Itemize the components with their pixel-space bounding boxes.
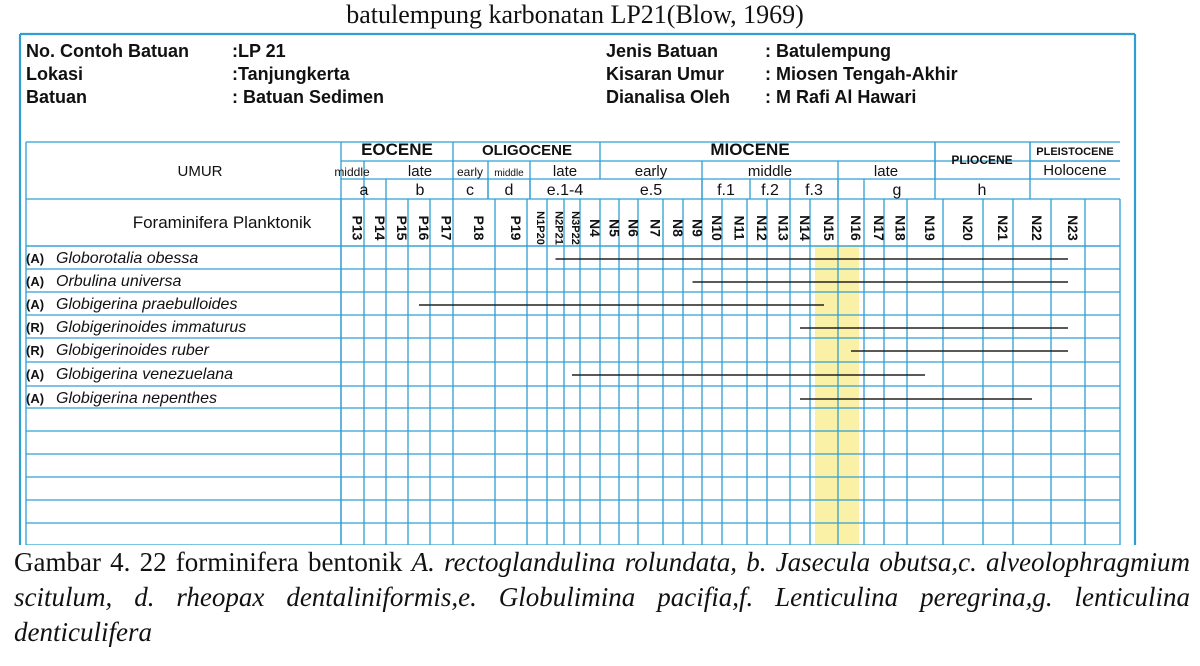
info-label: Dianalisa Oleh: [606, 87, 731, 107]
zone-label: N20: [960, 215, 976, 241]
letter-zone-label: f.1: [717, 182, 735, 199]
info-value: :LP 21: [232, 41, 286, 61]
zone-label: N4: [587, 219, 603, 237]
species-header: Foraminifera Planktonik: [132, 213, 312, 232]
epoch-label: Holocene: [1043, 162, 1107, 179]
info-value: : Batuan Sedimen: [232, 87, 385, 107]
zone-label: N10: [709, 215, 725, 241]
zone-label: N11: [731, 215, 748, 241]
species-abundance: (R): [26, 320, 45, 335]
zone-label: N14: [797, 215, 813, 241]
letter-zone-label: e.5: [639, 182, 663, 199]
subepoch-label: middle: [747, 163, 793, 180]
zone-label: N13: [775, 215, 792, 241]
zone-label: N19: [922, 215, 938, 241]
subepoch-label: early: [456, 165, 484, 179]
zone-label: N6: [625, 219, 642, 237]
species-abundance: (R): [26, 343, 45, 358]
species-name: Globigerina nepenthes: [56, 390, 218, 407]
species-abundance: (A): [26, 391, 45, 406]
subepoch-label: late: [552, 163, 578, 180]
caption-species-list: A. rectoglandulina rolundata, b. Jasecula obutsa,c. alveolophragmium scitulum, d. rheopax dentaliniformis,e. Globulimina pacifia,f. Lenticulina peregrina,g. lenticulina denticulifera: [14, 547, 1190, 647]
letter-zone-label: f.3: [805, 182, 823, 199]
zone-label: N17: [871, 215, 887, 241]
zone-label: N1P20: [534, 211, 546, 245]
species-name: Orbulina universa: [56, 273, 182, 290]
letter-zone-label: e.1-4: [546, 182, 584, 199]
info-label: No. Contoh Batuan: [26, 41, 189, 61]
info-value: : Batulempung: [765, 41, 891, 61]
species-name: Globorotalia obessa: [56, 250, 199, 267]
info-label: Kisaran Umur: [606, 64, 725, 84]
zone-label: P17: [438, 215, 455, 241]
zone-label: N22: [1029, 215, 1045, 241]
subepoch-label: early: [634, 163, 668, 180]
subepoch-label: late: [407, 163, 433, 180]
zone-label: N9: [689, 219, 706, 237]
zone-label: P16: [416, 215, 432, 241]
zone-label: N8: [670, 219, 686, 237]
species-name: Globigerina praebulloides: [56, 296, 238, 313]
letter-zone-label: d: [504, 182, 514, 199]
zone-label: P15: [394, 215, 410, 241]
umur-label: UMUR: [177, 163, 223, 180]
zone-label: N12: [754, 215, 770, 241]
info-value: : Miosen Tengah-Akhir: [765, 64, 958, 84]
figure-title-fragment: batulempung karbonatan LP21(Blow, 1969): [346, 0, 804, 29]
info-value: : M Rafi Al Hawari: [765, 87, 917, 107]
letter-zone-label: f.2: [761, 182, 779, 199]
info-label: Jenis Batuan: [606, 41, 719, 61]
epoch-label: OLIGOCENE: [481, 142, 573, 159]
zone-label: N2P21: [552, 211, 565, 245]
info-value: :Tanjungkerta: [232, 64, 350, 84]
species-abundance: (A): [26, 367, 45, 382]
letter-zone-label: g: [892, 182, 902, 199]
zone-label: N3P22: [569, 211, 581, 245]
species-name: Globigerina venezuelana: [56, 366, 234, 383]
epoch-label: MIOCENE: [710, 140, 790, 159]
zone-label: N23: [1065, 215, 1081, 241]
zone-label: P14: [372, 215, 388, 241]
epoch-label: PLIOCENE: [951, 153, 1013, 167]
species-name: Globigerinoides immaturus: [56, 319, 247, 336]
zone-label: N18: [892, 215, 909, 241]
epoch-label: PLEISTOCENE: [1036, 146, 1114, 158]
zone-label: P18: [471, 215, 487, 241]
species-abundance: (A): [26, 251, 45, 266]
subepoch-label: middle: [334, 165, 370, 179]
zone-label: N21: [995, 215, 1011, 241]
letter-zone-label: h: [977, 182, 987, 199]
info-label: Batuan: [26, 87, 88, 107]
letter-zone-label: c: [466, 182, 474, 199]
info-label: Lokasi: [26, 64, 84, 84]
zone-label: N16: [848, 215, 864, 241]
zone-label: N5: [606, 219, 623, 237]
zone-label: N7: [647, 219, 664, 237]
epoch-label: EOCENE: [361, 140, 433, 159]
caption-prefix: Gambar 4. 22 forminifera bentonik: [14, 547, 412, 577]
zone-label: N15: [821, 215, 837, 241]
figure-caption: [14, 545, 1190, 650]
species-name: Globigerinoides ruber: [56, 342, 209, 359]
species-abundance: (A): [26, 274, 45, 289]
letter-zone-label: a: [359, 182, 369, 199]
subepoch-label: late: [873, 163, 899, 180]
letter-zone-label: b: [415, 182, 425, 199]
subepoch-label: middle: [494, 168, 524, 179]
zone-label: P19: [508, 215, 524, 241]
zone-label: P13: [349, 215, 366, 241]
species-abundance: (A): [26, 297, 45, 312]
